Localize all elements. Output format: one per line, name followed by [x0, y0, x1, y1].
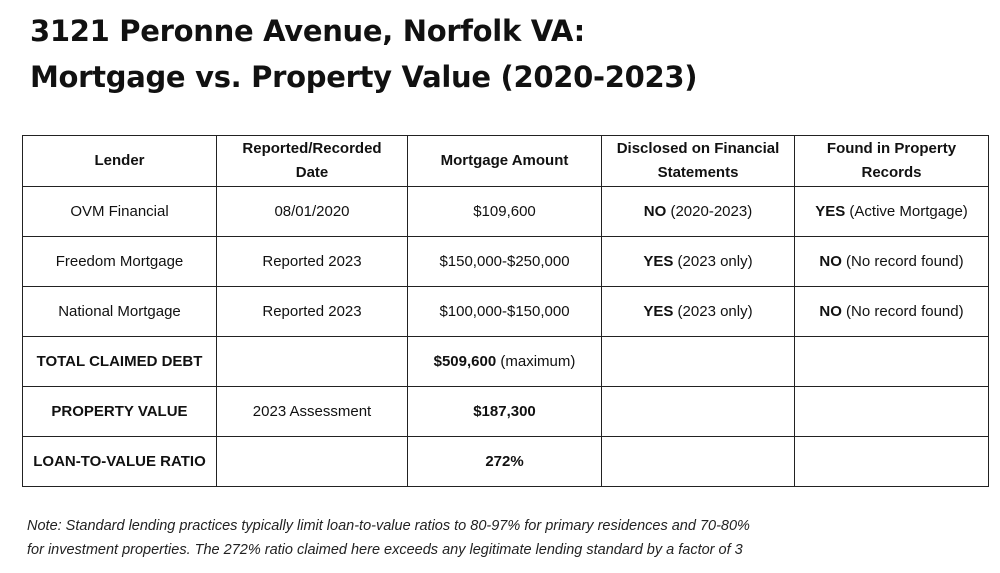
- property-value-amount: $187,300: [408, 387, 602, 437]
- header-amount: Mortgage Amount: [408, 136, 602, 187]
- cell-found: [795, 187, 989, 237]
- cell-found: [795, 237, 989, 287]
- cell-amount: $109,600: [408, 187, 602, 237]
- header-disclosed: [602, 136, 795, 187]
- mortgage-table: [22, 135, 989, 487]
- property-value-date: 2023 Assessment: [217, 387, 408, 437]
- header-disclosed-line-2: Statements: [657, 164, 739, 181]
- found-detail: (No record found): [841, 302, 964, 320]
- cell-disclosed: [602, 187, 795, 237]
- header-found-line-2: Records: [861, 164, 922, 181]
- cell-lender: National Mortgage: [23, 287, 217, 337]
- table-row: [23, 287, 989, 337]
- disclosed-status: YES: [643, 252, 674, 270]
- ltv-amount: 272%: [408, 437, 602, 487]
- page-title: [30, 8, 697, 100]
- empty-cell: [217, 337, 408, 387]
- footnote-line-1: Note: Standard lending practices typically limit loan-to-value ratios to 80-97% for primary residences and 70-80%: [27, 518, 750, 534]
- disclosed-status: YES: [643, 302, 674, 320]
- empty-cell: [602, 337, 795, 387]
- cell-date: Reported 2023: [217, 237, 408, 287]
- total-debt-label: TOTAL CLAIMED DEBT: [23, 337, 217, 387]
- total-debt-row: [23, 337, 989, 387]
- cell-lender: OVM Financial: [23, 187, 217, 237]
- disclosed-detail: (2020-2023): [666, 202, 753, 220]
- found-status: YES: [815, 202, 846, 220]
- table-row: [23, 237, 989, 287]
- ltv-row: [23, 437, 989, 487]
- table-row: [23, 187, 989, 237]
- header-date-line-1: Reported/Recorded: [242, 140, 382, 157]
- disclosed-status: NO: [643, 202, 667, 220]
- cell-found: [795, 287, 989, 337]
- empty-cell: [602, 387, 795, 437]
- total-debt-amount: [408, 337, 602, 387]
- title-line-2: Mortgage vs. Property Value (2020-2023): [30, 60, 698, 94]
- cell-disclosed: [602, 237, 795, 287]
- found-detail: (Active Mortgage): [845, 202, 968, 220]
- empty-cell: [795, 387, 989, 437]
- header-lender: Lender: [23, 136, 217, 187]
- cell-disclosed: [602, 287, 795, 337]
- header-date: [217, 136, 408, 187]
- found-status: NO: [819, 302, 842, 320]
- empty-cell: [217, 437, 408, 487]
- cell-amount: $100,000-$150,000: [408, 287, 602, 337]
- disclosed-detail: (2023 only): [673, 252, 753, 270]
- property-value-label: PROPERTY VALUE: [23, 387, 217, 437]
- property-value-row: [23, 387, 989, 437]
- header-found-line-1: Found in Property: [826, 140, 957, 157]
- cell-lender: Freedom Mortgage: [23, 237, 217, 287]
- table-header-row: [23, 136, 989, 187]
- footnote: [27, 514, 927, 562]
- empty-cell: [795, 437, 989, 487]
- cell-amount: $150,000-$250,000: [408, 237, 602, 287]
- total-debt-qualifier: (maximum): [496, 352, 576, 370]
- header-found: [795, 136, 989, 187]
- footnote-line-2: for investment properties. The 272% ratio claimed here exceeds any legitimate lending standard by a factor of 3: [27, 542, 743, 558]
- total-debt-value: $509,600: [433, 352, 497, 370]
- header-disclosed-line-1: Disclosed on Financial: [616, 140, 780, 157]
- disclosed-detail: (2023 only): [673, 302, 753, 320]
- found-status: NO: [819, 252, 842, 270]
- empty-cell: [795, 337, 989, 387]
- cell-date: 08/01/2020: [217, 187, 408, 237]
- title-line-1: 3121 Peronne Avenue, Norfolk VA:: [30, 14, 585, 48]
- empty-cell: [602, 437, 795, 487]
- cell-date: Reported 2023: [217, 287, 408, 337]
- found-detail: (No record found): [841, 252, 964, 270]
- ltv-label: LOAN-TO-VALUE RATIO: [23, 437, 217, 487]
- header-date-line-2: Date: [295, 164, 329, 181]
